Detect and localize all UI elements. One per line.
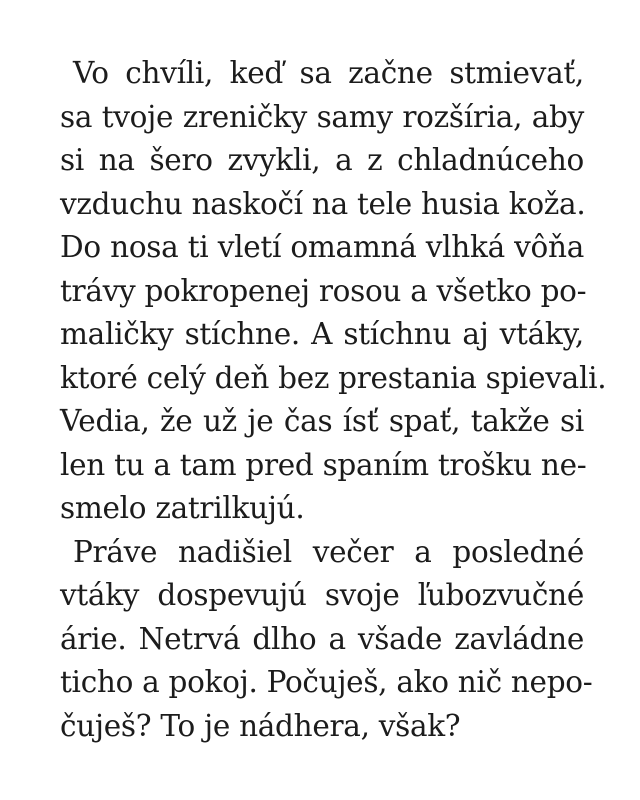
text-line: maličky stíchne. A stíchnu aj vtáky, (60, 317, 584, 351)
text-line: smelo zatrilkujú. (60, 491, 305, 525)
text-line: Do nosa ti vletí omamná vlhká vôňa (60, 230, 584, 264)
text-line: árie. Netrvá dlho a všade zavládne (60, 621, 584, 656)
text-line: Vedia, že už je čas ísť spať, takže si (60, 404, 584, 438)
book-page (60, 52, 607, 748)
paragraph-1 (60, 52, 607, 531)
text-line: trávy pokropenej rosou a všetko po- (60, 273, 587, 308)
text-line: Vo chvíli, keď sa začne stmievať, (73, 56, 584, 90)
text-line: len tu a tam pred spaním trošku ne- (60, 447, 587, 482)
text-line: vzduchu naskočí na tele husia koža. (60, 186, 586, 221)
text-line: Práve nadišiel večer a posledné (73, 534, 584, 569)
text-line: ticho a pokoj. Počuješ, ako nič nepo- (60, 665, 593, 699)
text-line: vtáky dospevujú svoje ľubozvučné (60, 578, 584, 612)
text-line: sa tvoje zreničky samy rozšíria, aby (60, 99, 584, 134)
text-line: si na šero zvykli, a z chladnúceho (60, 143, 584, 177)
text-line: ktoré celý deň bez prestania spievali. (60, 360, 607, 395)
text-line: čuješ? To je nádhera, však? (60, 708, 461, 743)
paragraph-2 (60, 531, 593, 749)
